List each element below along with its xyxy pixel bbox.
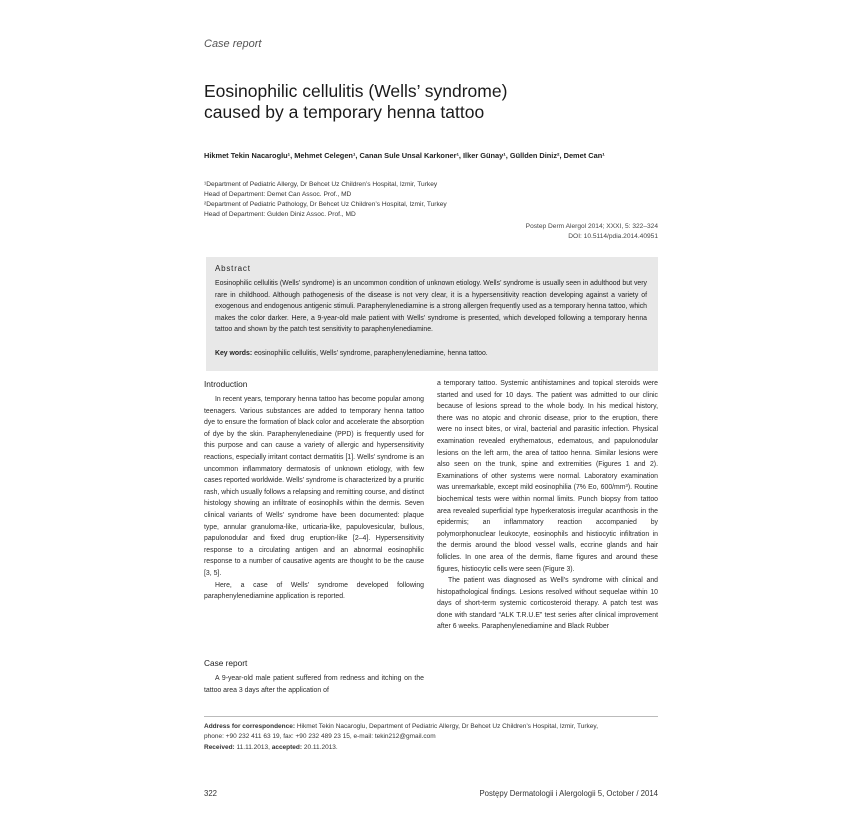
title-line-1: Eosinophilic cellulitis (Wells’ syndrome): [204, 81, 508, 101]
article-title: [204, 81, 664, 123]
abstract-text: Eosinophilic cellulitis (Wells’ syndrome) is an uncommon condition of unknown etiology. Wells’ syndrome is usually seen in adulthood but very rare in childhood. Although pathogenesis of the disease is not very clear, it is a hypersensitivity reaction developing against a variety of exogenous and endogenous antigenic stimuli. Paraphenylenediamine is a strong allergen frequently used as a temporary henna tattoo, which makes the color darker. Here, a 9-year-old male patient with Wells’ syndrome is presented, which developed following a temporary henna tattoo and shown by the patch test sensitivity to paraphenylenediamine.: [215, 280, 647, 333]
keywords-label: Key words:: [215, 350, 253, 357]
abstract-heading: Abstract: [215, 264, 251, 273]
citation-block: [526, 222, 658, 242]
section-label: Case report: [204, 38, 262, 50]
accepted-label: accepted:: [269, 743, 303, 751]
case-report-heading: Case report: [204, 658, 248, 668]
address-text: Hikmet Tekin Nacaroglu, Department of Pediatric Allergy, Dr Behcet Uz Children’s Hospital, Izmir, Turkey,: [295, 723, 598, 730]
author-list: Hikmet Tekin Nacaroglu¹, Mehmet Celegen¹, Canan Sule Unsal Karkoner¹, Ilker Günay¹, Güllden Diniz², Demet Can¹: [204, 151, 605, 160]
introduction-paragraph-2: Here, a case of Wells’ syndrome developed following paraphenylenediamine application is reported.: [204, 581, 424, 601]
introduction-paragraph-1: In recent years, temporary henna tattoo has become popular among teenagers. Various substances are added to temporary henna tattoo dye to ensure the formation of black color and accelerate the absorption of dye by the skin. Paraphenylenediaine (PPD) is frequently used for this purpose and can cause a variety of allergic and hypersensitivity reactions, especially irritant contact dermatitis [1]. Wells’ syndrome is an uncommon inflammatory dermatosis of unknown etiology, with few cases reported worldwide. Wells’ syndrome is characterized by a pruritic rash, which usually follows a relapsing and remitting course, and distinct histology showing an infiltrate of eosinophils within the dermis. Seven clinical variants of Wells’ syndrome have been documented: plaque type, annular granuloma-like, urticaria-like, papulovesicular, bullous, papulonodular and fixed drug eruption-like [2–4]. Hypersensitivity response to a circulating antigen and an abnormal eosinophilic response to a number of causative agents are thought to be the cause [3, 5].: [204, 396, 424, 577]
case-report-body: [204, 673, 424, 696]
right-column-paragraph-1: a temporary tattoo. Systemic antihistamines and topical steroids were started and used for 10 days. The patient was admitted to our clinic because of lesions spread to the whole body. In his medical history, there was no atopic and chronic disease, prior to the eruption, there were no insect bites, or viral, bacterial and parasitic infection. Physical examination revealed erythematous, edematous, and papulonodular lesions on the left arm, the area of tattoo henna. Similar lesions were also seen on the trunk, spine and extremities (Figures 1 and 2). Examinations of other systems were normal. Laboratory examination was unremarkable, except mild eosinophilia (7% Eo, 600/mm³). Routine biochemical tests were within normal limits. Punch biopsy from tattoo area revealed superficial type hyperkeratosis irregular acanthosis in the epidermis; an inflammatory reaction accompanied by polymorphonuclear leukocyte, eosinophils and histiocytic infiltration in the dermis around the blood vessel walls, eccrine glands and hair follicles. In one area of the dermis, flame figures and around these figures, histiocytic cells were seen (Figure 3).: [437, 380, 658, 573]
affiliation-1: ¹Department of Pediatric Allergy, Dr Behcet Uz Children’s Hospital, Izmir, Turkey: [204, 181, 438, 188]
accepted-date: 20.11.2013.: [302, 743, 338, 751]
phone-line: phone: +90 232 411 63 19, fax: +90 232 489 23 15, e-mail: tekin212@gmail.com: [204, 733, 436, 741]
affiliation-2: ²Department of Pediatric Pathology, Dr Behcet Uz Children’s Hospital, Izmir, Turkey: [204, 201, 447, 208]
affiliations: [204, 180, 447, 220]
page-number: 322: [204, 789, 218, 798]
received-date: 11.11.2013,: [234, 743, 270, 751]
introduction-heading: Introduction: [204, 379, 248, 389]
keywords-text: eosinophilic cellulitis, Wells’ syndrome, paraphenylenediamine, henna tattoo.: [252, 350, 488, 357]
correspondence-footnote: [204, 722, 658, 753]
affiliation-1-head: Head of Department: Demet Can Assoc. Prof., MD: [204, 191, 352, 198]
case-report-paragraph-1: A 9-year-old male patient suffered from redness and itching on the tattoo area 3 days after the application of: [204, 675, 424, 694]
title-line-2: caused by a temporary henna tattoo: [204, 102, 485, 122]
right-column-paragraph-2: The patient was diagnosed as Well’s syndrome with clinical and histopathological findings. Lesions resolved without sequelae within 10 days of short-term systemic corticosteroid therapy. A patch test was done with standard “ALK T.R.U.E” test series after clinical improvement after 6 weeks. Paraphenylenediamine and Black Rubber: [437, 577, 658, 631]
right-column-body: [437, 378, 658, 633]
address-label: Address for correspondence:: [204, 723, 296, 730]
address-line: [204, 722, 658, 732]
keywords: [215, 348, 647, 359]
citation-text: Postep Derm Alergol 2014; XXXI, 5: 322–324: [525, 223, 658, 230]
journal-name: Postępy Dermatologii i Alergologii 5, October / 2014: [479, 789, 658, 798]
dates-line: [204, 743, 658, 753]
received-label: Received:: [204, 743, 235, 751]
affiliation-2-head: Head of Department: Gulden Diniz Assoc. Prof., MD: [204, 211, 356, 218]
introduction-body: [204, 394, 424, 603]
doi-text[interactable]: DOI: 10.5114/pdia.2014.40951: [568, 233, 658, 240]
footnote-divider: [204, 716, 658, 717]
